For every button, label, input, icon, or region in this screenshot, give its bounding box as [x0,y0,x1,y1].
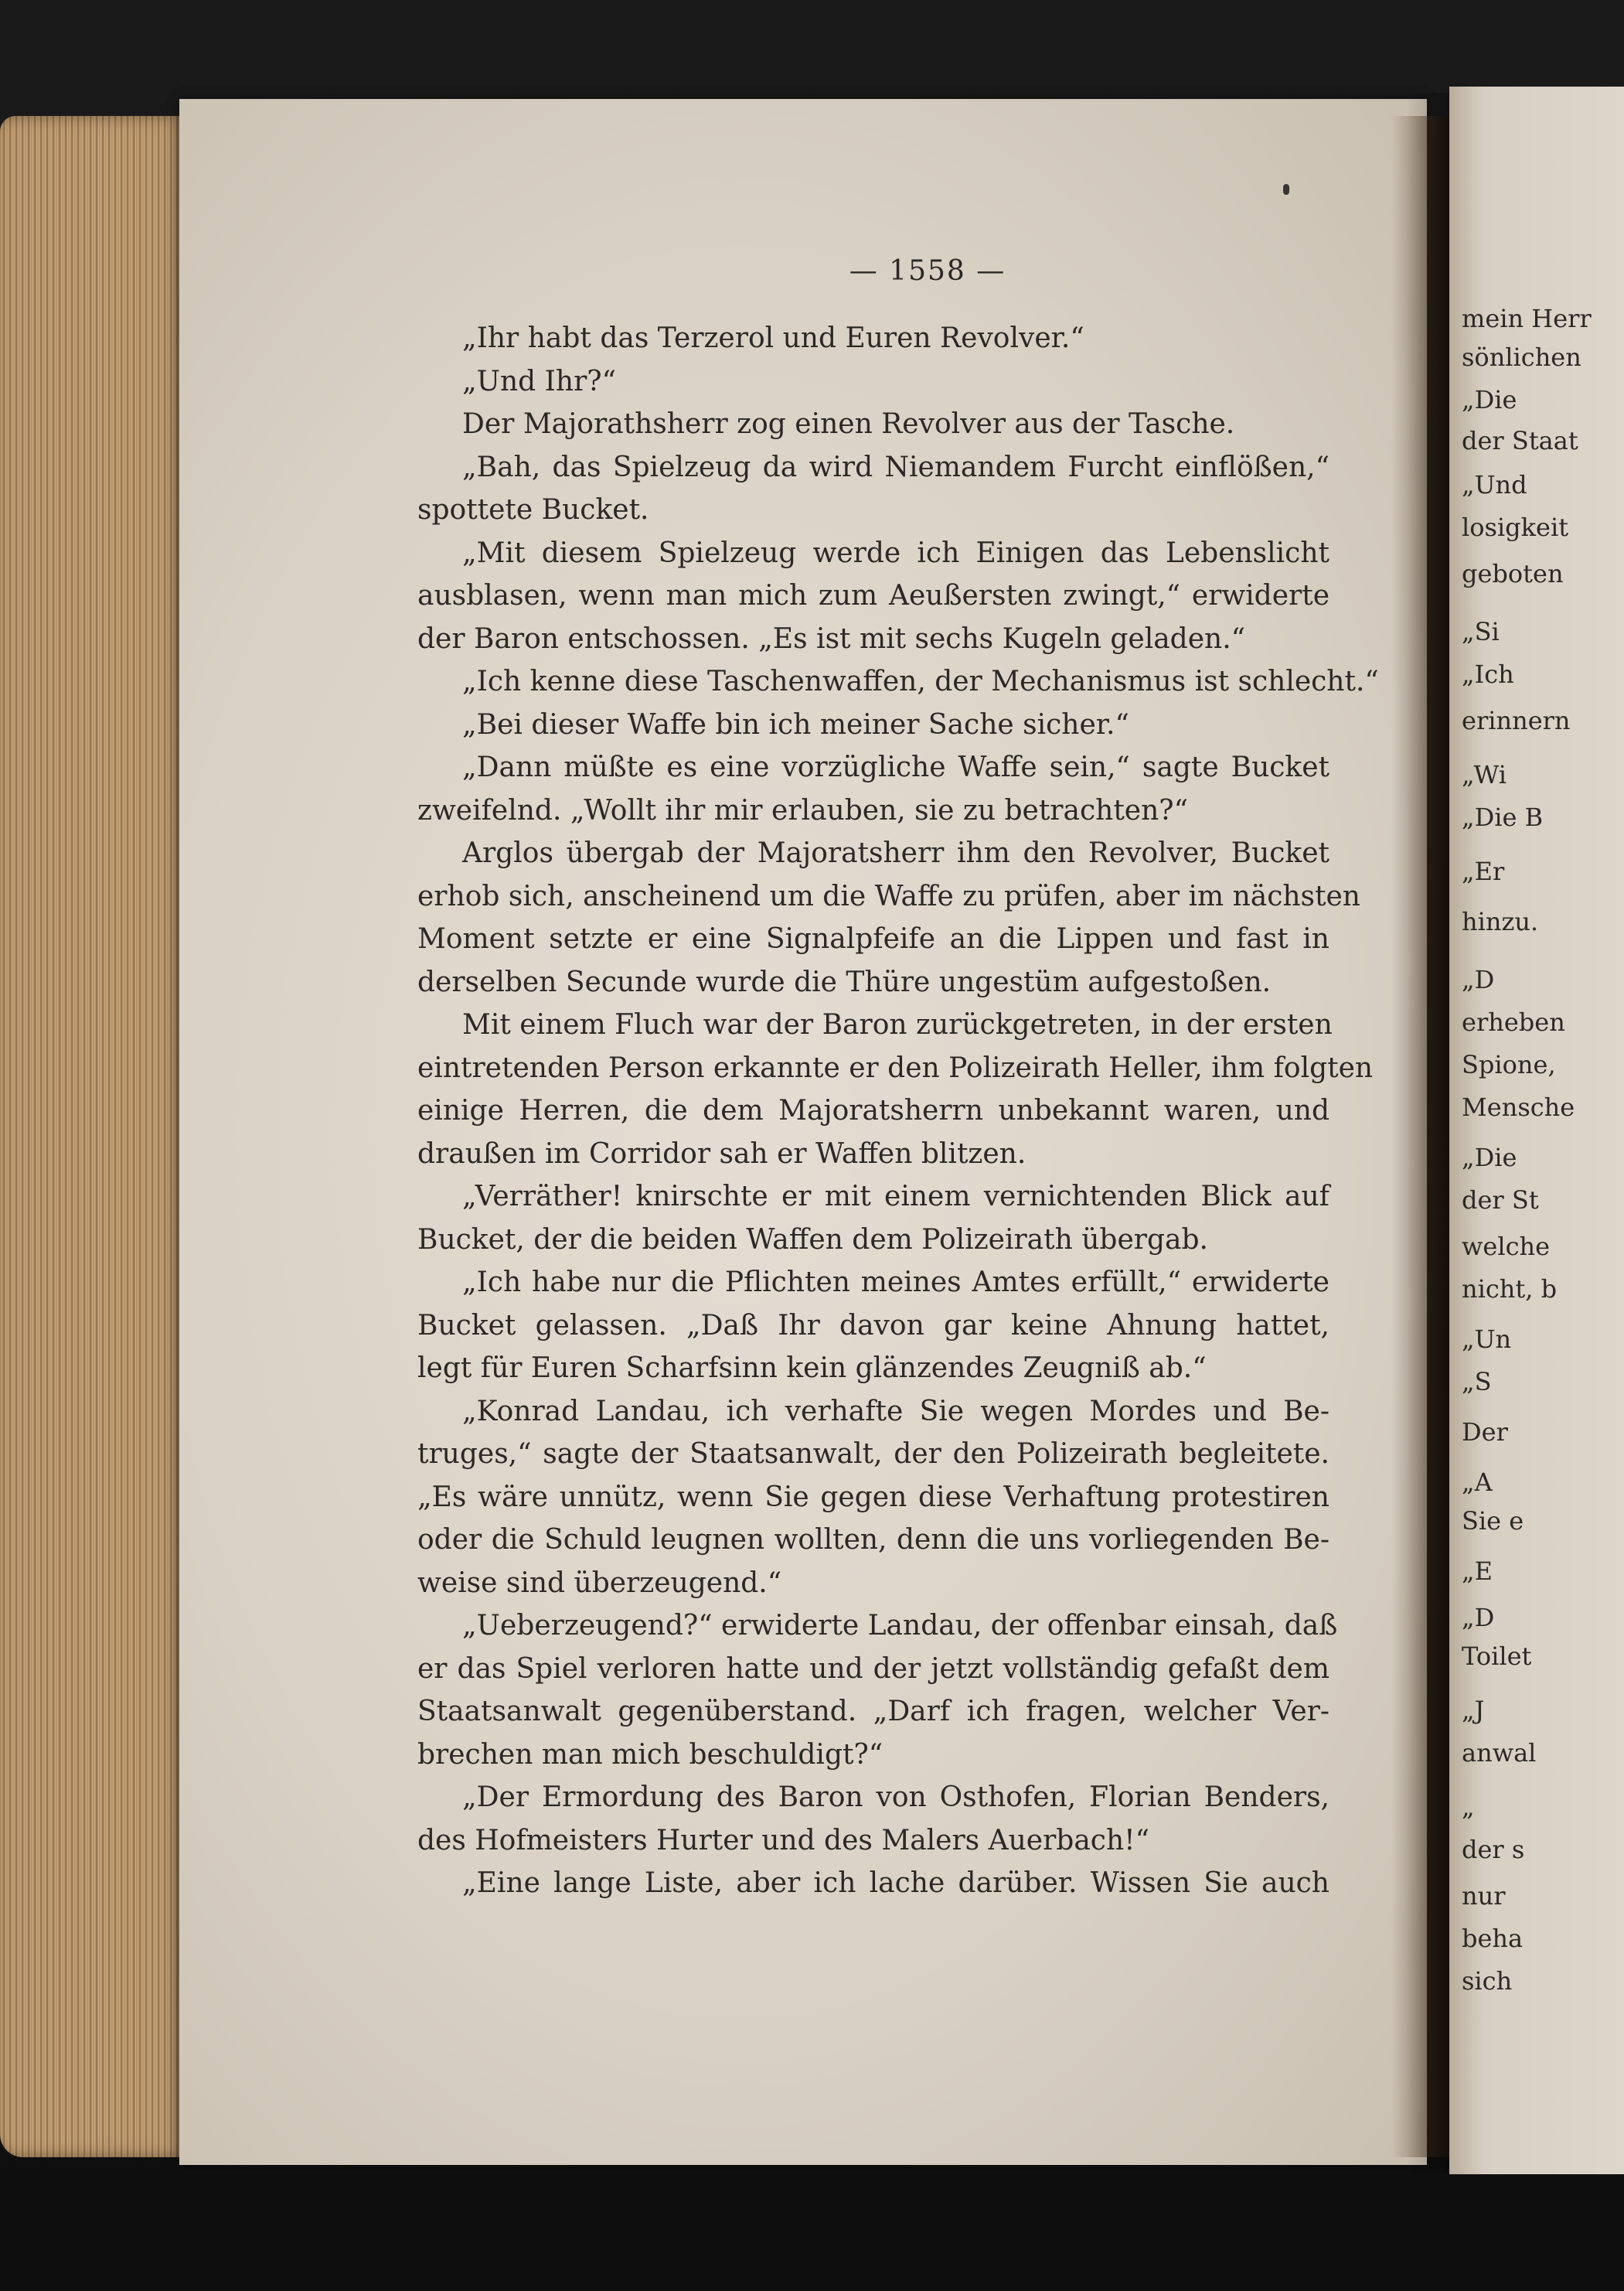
text-line: Staatsanwalt gegenüberstand. „Darf ich fragen, welcher Ver- [417,1696,1330,1727]
facing-page-line: „Die [1462,1143,1517,1172]
facing-page-line: der St [1462,1185,1539,1215]
text-line: „Ihr habt das Terzerol und Euren Revolver.“ [462,322,1084,354]
facing-page-line: Mensche [1462,1093,1575,1122]
facing-page-line: „D [1462,1603,1495,1632]
facing-page-line: „Si [1462,617,1500,646]
facing-page-line: der s [1462,1835,1525,1864]
facing-page-line: der Staat [1462,426,1578,455]
text-line: „Bei dieser Waffe bin ich meiner Sache sicher.“ [462,708,1129,741]
text-line: „Ich habe nur die Pflichten meines Amtes erfüllt,“ erwiderte [462,1267,1330,1298]
text-line: Moment setzte er eine Signalpfeife an die Lippen und fast in [417,923,1330,955]
facing-page-line: „S [1462,1367,1492,1396]
text-line: draußen im Corridor sah er Waffen blitzen. [417,1137,1026,1170]
text-line: „Konrad Landau, ich verhafte Sie wegen Mordes und Be- [462,1395,1330,1427]
facing-page-line: nicht, b [1462,1274,1558,1304]
page-number: — 1558 — [849,255,1006,287]
page-body-text [417,317,1379,1905]
text-line: oder die Schuld leugnen wollten, denn die uns vorliegenden Be- [417,1524,1330,1556]
text-line: „Eine lange Liste, aber ich lache darüber. Wissen Sie auch [462,1867,1330,1899]
facing-page-line: „Die [1462,385,1517,414]
facing-page-line: erheben [1462,1007,1565,1037]
text-line: eintretenden Person erkannte er den Polizeirath Heller, ihm folgten [417,1052,1374,1084]
text-line: zweifelnd. „Wollt ihr mir erlauben, sie zu betrachten?“ [417,794,1188,827]
text-line: „Bah, das Spielzeug da wird Niemandem Furcht einflößen,“ [462,451,1330,483]
facing-page-line: erinnern [1462,706,1571,735]
facing-page-line: Spione, [1462,1050,1556,1079]
text-line: „Und Ihr?“ [462,365,616,397]
ink-speck [1283,184,1289,195]
facing-page-line: sönlichen [1462,343,1581,372]
text-line: erhob sich, anscheinend um die Waffe zu prüfen, aber im nächsten [417,880,1360,912]
text-line: Bucket gelassen. „Daß Ihr davon gar keine Ahnung hattet, [417,1309,1330,1342]
text-line: derselben Secunde wurde die Thüre ungestüm aufgestoßen. [417,966,1272,998]
text-line: „Ueberzeugend?“ erwiderte Landau, der offenbar einsah, daß [462,1610,1338,1642]
facing-page-line: „Un [1462,1324,1512,1354]
text-line: truges,“ sagte der Staatsanwalt, der den Polizeirath begleitete. [417,1438,1330,1470]
text-line: „Ich kenne diese Taschenwaffen, der Mechanismus ist schlecht.“ [462,666,1379,697]
text-line: er das Spiel verloren hatte und der jetzt vollständig gefaßt dem [417,1652,1330,1685]
facing-page-line: „J [1462,1696,1485,1725]
facing-page-line: „Wi [1462,760,1507,789]
facing-page-line: welche [1462,1232,1551,1261]
text-line: weise sind überzeugend.“ [417,1567,782,1599]
text-line: Bucket, der die beiden Waffen dem Polizeirath übergab. [417,1223,1208,1256]
facing-page-line: Toilet [1462,1642,1532,1671]
facing-page-line: „Ich [1462,660,1514,689]
text-line: spottete Bucket. [417,494,649,526]
facing-page-line: Sie e [1462,1506,1524,1536]
right-facing-page [1449,87,1624,2174]
text-line: des Hofmeisters Hurter und des Malers Auerbach!“ [417,1824,1150,1856]
text-line: „Mit diesem Spielzeug werde ich Einigen das Lebenslicht [462,537,1330,569]
facing-page-line: nur [1462,1881,1506,1911]
text-line: der Baron entschossen. „Es ist mit sechs Kugeln geladen.“ [417,622,1246,655]
facing-page-line: „E [1462,1556,1493,1586]
text-line: Der Majorathsherr zog einen Revolver aus der Tasche. [462,408,1235,440]
facing-page-line: geboten [1462,559,1564,588]
facing-page-line: beha [1462,1924,1524,1953]
text-line: Arglos übergab der Majoratsherr ihm den Revolver, Bucket [462,837,1330,869]
text-line: „Es wäre unnütz, wenn Sie gegen diese Verhaftung protestiren [417,1481,1330,1513]
facing-page-line: „A [1462,1468,1493,1497]
facing-page-line: „D [1462,965,1495,994]
text-line: „Verräther! knirschte er mit einem vernichtenden Blick auf [462,1181,1330,1212]
text-line: brechen man mich beschuldigt?“ [417,1738,883,1771]
spine-shadow [1407,93,1453,2173]
book-page-edges [0,116,186,2157]
text-line: Mit einem Fluch war der Baron zurückgetreten, in der ersten [462,1009,1333,1041]
text-line: einige Herren, die dem Majoratsherrn unbekannt waren, und [417,1095,1330,1127]
text-line: „Der Ermordung des Baron von Osthofen, Florian Benders, [462,1781,1330,1813]
text-line: „Dann müßte es eine vorzügliche Waffe sein,“ sagte Bucket [462,752,1330,783]
facing-page-line: anwal [1462,1738,1537,1768]
facing-page-line: sich [1462,1966,1513,1996]
text-line: legt für Euren Scharfsinn kein glänzendes Zeugniß ab.“ [417,1352,1207,1384]
facing-page-line: „Er [1462,857,1505,886]
text-line: ausblasen, wenn man mich zum Aeußersten zwingt,“ erwiderte [417,580,1330,612]
facing-page-line: Der [1462,1417,1508,1447]
facing-page-line: „ [1462,1792,1475,1822]
facing-page-line: losigkeit [1462,513,1569,542]
facing-page-line: mein Herr [1462,304,1592,333]
facing-page-line: „Die B [1462,803,1544,832]
facing-page-line: „Und [1462,470,1527,499]
facing-page-line: hinzu. [1462,907,1539,936]
